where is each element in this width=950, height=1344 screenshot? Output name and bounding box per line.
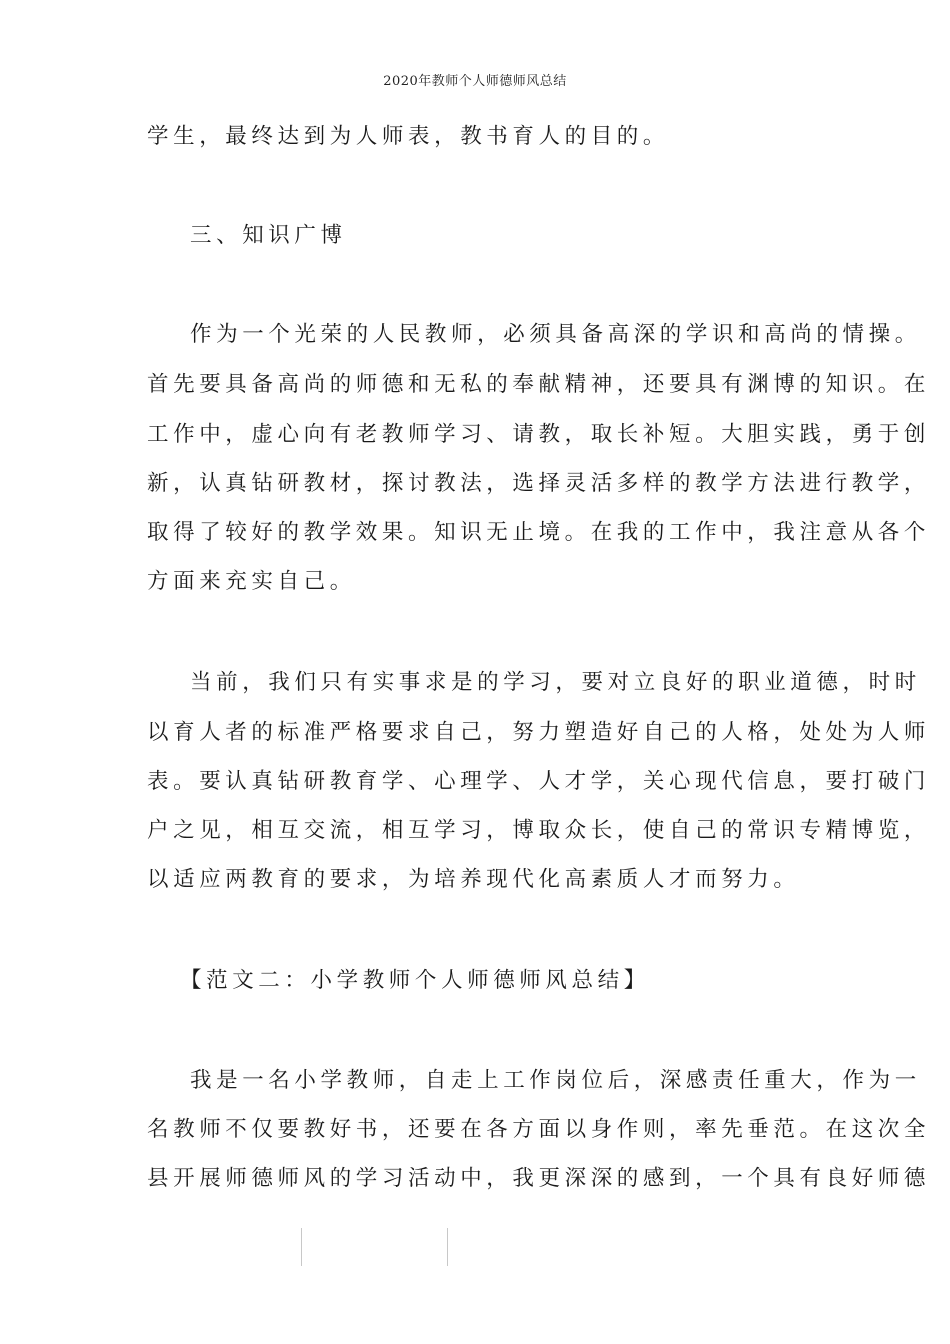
text-line: 表。要认真钻研教育学、心理学、人才学，关心现代信息，要打破门 <box>147 769 931 794</box>
text-line: 名教师不仅要教好书，还要在各方面以身作则，率先垂范。在这次全 <box>147 1117 931 1142</box>
text-line: 工作中，虚心向有老教师学习、请教，取长补短。大胆实践，勇于创 <box>147 422 931 447</box>
text-line: 县开展师德师风的学习活动中，我更深深的感到，一个具有良好师德 <box>147 1166 931 1191</box>
text-line: 方面来充实自己。 <box>147 569 356 594</box>
text-line: 户之见，相互交流，相互学习，博取众长，使自己的常识专精博览， <box>147 818 931 843</box>
footer-divider <box>301 1228 302 1266</box>
text-line: 以育人者的标准严格要求自己，努力塑造好自己的人格，处处为人师 <box>147 720 931 745</box>
text-line: 新，认真钻研教材，探讨教法，选择灵活多样的教学方法进行教学， <box>147 471 931 496</box>
text-line: 当前，我们只有实事求是的学习，要对立良好的职业道德，时时 <box>190 670 921 695</box>
sample-heading: 【范文二：小学教师个人师德师风总结】 <box>180 968 650 993</box>
text-line: 首先要具备高尚的师德和无私的奉献精神，还要具有渊博的知识。在 <box>147 372 931 397</box>
text-line: 取得了较好的教学效果。知识无止境。在我的工作中，我注意从各个 <box>147 520 931 545</box>
footer-divider <box>447 1228 448 1266</box>
section-heading: 三、知识广博 <box>190 223 347 248</box>
text-line: 以适应两教育的要求，为培养现代化高素质人才而努力。 <box>147 867 800 892</box>
running-header: 2020年教师个人师德师风总结 <box>383 74 567 89</box>
text-line: 学生，最终达到为人师表，教书育人的目的。 <box>147 124 670 149</box>
text-line: 作为一个光荣的人民教师，必须具备高深的学识和高尚的情操。 <box>190 322 921 347</box>
text-line: 我是一名小学教师，自走上工作岗位后，深感责任重大，作为一 <box>190 1068 921 1093</box>
